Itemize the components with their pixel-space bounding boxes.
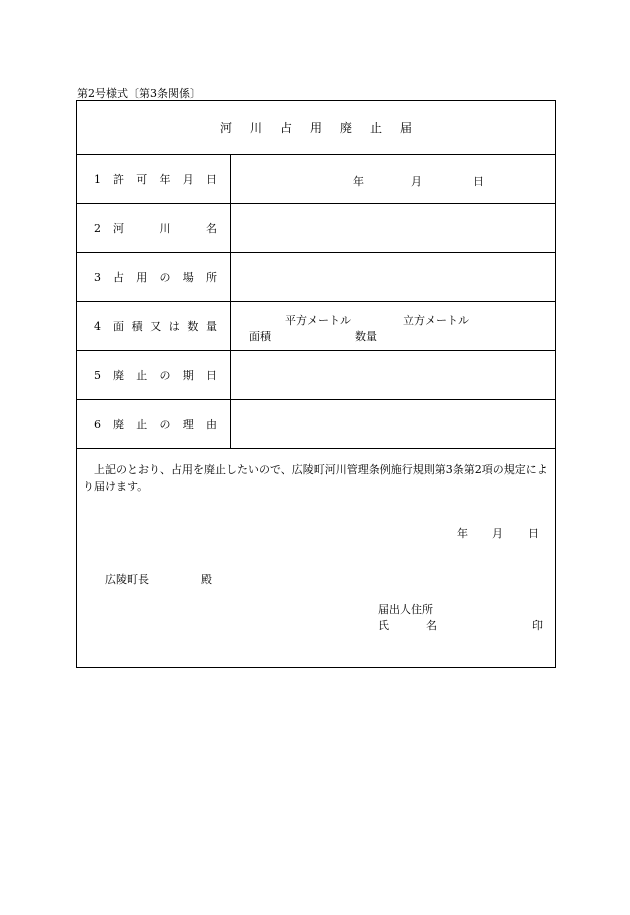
row-abolition-reason: [77, 400, 555, 449]
label-char: 期: [182, 369, 194, 382]
row-river-name: [77, 204, 555, 253]
title-char: 川: [249, 121, 262, 135]
submit-day-label: 日: [528, 527, 539, 540]
area-label: 面積: [249, 330, 271, 343]
row-label: [77, 204, 231, 252]
form-number-label: 第2号様式〔第3条関係〕: [77, 87, 201, 100]
title-char: 用: [309, 121, 322, 135]
label-char: 日: [206, 369, 217, 382]
seal-mark: 印: [532, 619, 543, 632]
title-char: 止: [370, 121, 383, 135]
row-number: 6: [94, 417, 101, 431]
row-label: [77, 302, 231, 350]
label-char: 数: [187, 320, 199, 333]
label-char: 可: [136, 173, 148, 186]
row-permit-date: [77, 155, 555, 204]
label-char: 廃: [113, 369, 124, 382]
title-char: 河: [219, 121, 232, 135]
row-number: 4: [94, 319, 101, 333]
submit-year-label: 年: [457, 527, 468, 540]
form-frame: [76, 100, 556, 668]
addressee-honorific: 殿: [201, 573, 212, 586]
quantity-label: 数量: [355, 330, 377, 343]
row-number: 5: [94, 368, 101, 382]
row-label: [77, 253, 231, 301]
label-char: の: [159, 271, 171, 284]
statement-text: 上記のとおり、占用を廃止したいので、広陵町河川管理条例施行規則第3条第2項の規定により届けます。: [83, 463, 548, 493]
label-char: 名: [206, 222, 217, 235]
label-char: 月: [182, 173, 194, 186]
abolition-reason-field[interactable]: [231, 400, 555, 448]
label-char: 河: [113, 222, 124, 235]
form-title: [77, 101, 555, 155]
label-char: 又: [150, 320, 162, 333]
label-char: 所: [206, 271, 217, 284]
row-label: [77, 155, 231, 203]
row-number: 2: [94, 221, 101, 235]
applicant-name-label: 氏: [378, 619, 389, 632]
label-char: は: [168, 320, 180, 333]
row-number: 1: [94, 172, 101, 186]
label-char: 積: [131, 320, 143, 333]
permit-day-label: 日: [473, 175, 484, 188]
row-area-quantity: [77, 302, 555, 351]
permit-date-field[interactable]: [231, 155, 555, 203]
row-label: [77, 351, 231, 399]
label-char: 理: [182, 418, 194, 431]
label-char: 場: [182, 271, 194, 284]
label-char: 面: [113, 320, 124, 333]
title-char: 届: [400, 121, 413, 135]
addressee-name: 広陵町長: [105, 573, 149, 586]
location-field[interactable]: [231, 253, 555, 301]
river-name-field[interactable]: [231, 204, 555, 252]
label-char: 由: [206, 418, 217, 431]
applicant-address-label: 届出人住所: [378, 603, 433, 616]
title-char: 占: [279, 121, 292, 135]
label-char: 量: [205, 320, 217, 333]
label-char: 年: [159, 173, 171, 186]
row-abolition-date: [77, 351, 555, 400]
abolition-date-field[interactable]: [231, 351, 555, 399]
submit-month-label: 月: [492, 527, 503, 540]
label-char: 川: [159, 222, 171, 235]
volume-unit-label: 立方メートル: [403, 314, 469, 327]
label-char: の: [159, 418, 171, 431]
row-label: [77, 400, 231, 448]
label-char: 用: [136, 271, 148, 284]
label-char: 占: [113, 271, 124, 284]
label-char: の: [159, 369, 171, 382]
permit-year-label: 年: [353, 175, 364, 188]
label-char: 止: [136, 369, 148, 382]
permit-month-label: 月: [411, 175, 422, 188]
label-char: 廃: [113, 418, 124, 431]
area-quantity-field[interactable]: [231, 302, 555, 350]
row-occupancy-location: [77, 253, 555, 302]
label-char: 止: [136, 418, 148, 431]
area-unit-label: 平方メートル: [285, 314, 351, 327]
label-char: 許: [113, 173, 124, 186]
row-number: 3: [94, 270, 101, 284]
title-char: 廃: [340, 121, 353, 135]
applicant-name-label: 名: [426, 619, 437, 632]
label-char: 日: [206, 173, 217, 186]
